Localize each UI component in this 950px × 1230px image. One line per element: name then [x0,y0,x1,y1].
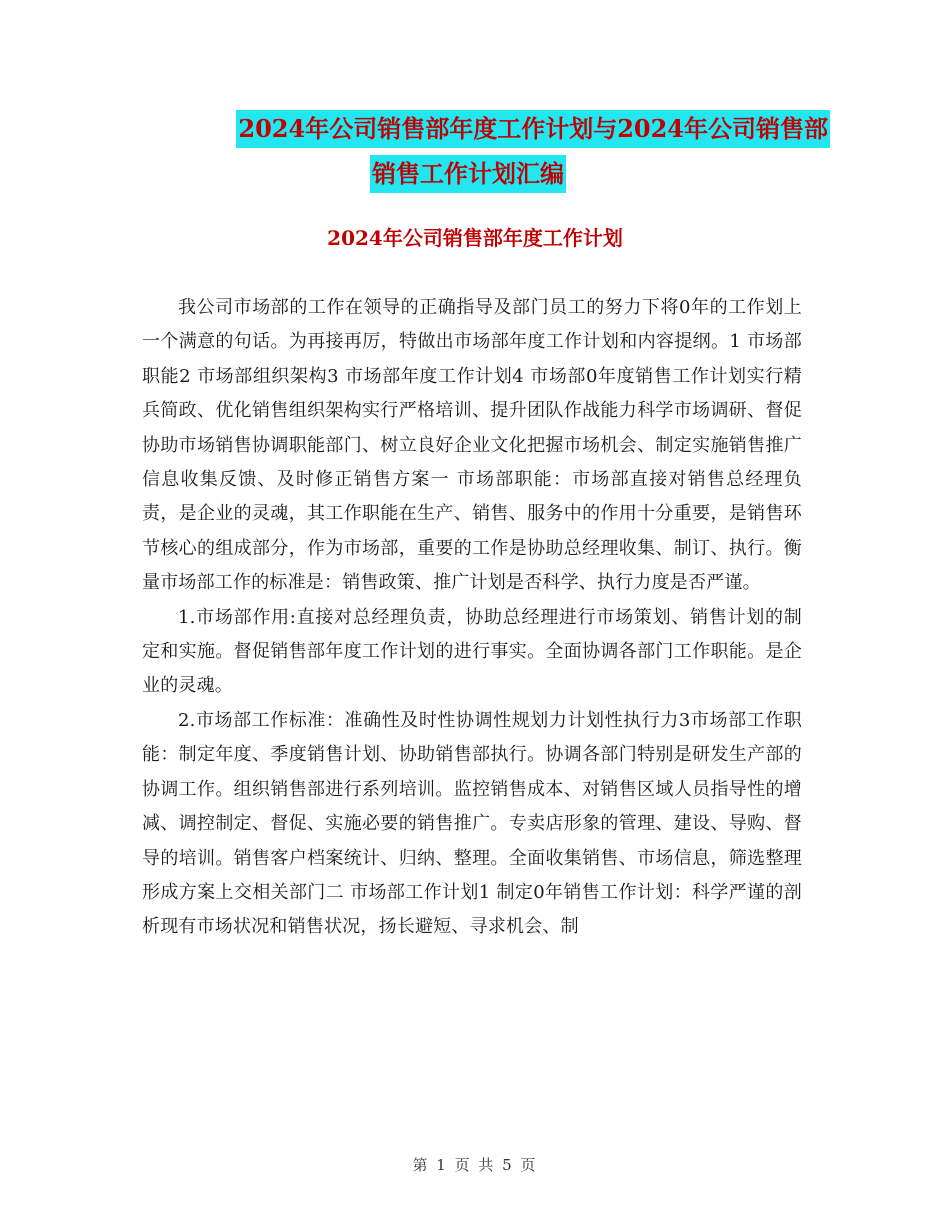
title-line-1: 2024年公司销售部年度工作计划与2024年公司销售部 [236,110,830,148]
paragraph: 1.市场部作用:直接对总经理负责，协助总经理进行市场策划、销售计划的制定和实施。督促销售部年度工作计划的进行事实。全面协调各部门工作职能。是企业的灵魂。 [142,606,802,697]
document-title [140,110,830,148]
paragraph: 2.市场部工作标准：准确性及时性协调性规划力计划性执行力3市场部工作职能：制定年度、季度销售计划、协助销售部执行。协调各部门特别是研发生产部的协调工作。组织销售部进行系列培训。监控销售成本、对销售区域人员指导性的增减、调控制定、督促、实施必要的销售推广。专卖店形象的管理、建设、导购、督导的培训。销售客户档案统计、归纳、整理。全面收集销售、市场信息，筛选整理形成方案上交相关部门二 市场部工作计划1 制定0年销售工作计划：科学严谨的剖析现有市场状况和销售状况，扬长避短、寻求机会、制 [142,709,802,938]
body-text [142,291,802,945]
title-line-2: 销售工作计划汇编 [370,155,566,193]
page-footer: 第 1 页 共 5 页 [412,1156,538,1174]
section-heading: 2024年公司销售部年度工作计划 [327,226,623,250]
paragraph: 我公司市场部的工作在领导的正确指导及部门员工的努力下将0年的工作划上一个满意的句话。为再接再厉，特做出市场部年度工作计划和内容提纲。1 市场部职能2 市场部组织架构3 市场部年度工作计划4 市场部0年度销售工作计划实行精兵简政、优化销售组织架构实行严格培训、提升团队作战能力科学市场调研、督促协助市场销售协调职能部门、树立良好企业文化把握市场机会、制定实施销售推广信息收集反馈、及时修正销售方案一 市场部职能：市场部直接对销售总经理负责，是企业的灵魂，其工作职能在生产、销售、服务中的作用十分重要，是销售环节核心的组成部分，作为市场部，重要的工作是协助总经理收集、制订、执行。衡量市场部工作的标准是：销售政策、推广计划是否科学、执行力度是否严谨。 [142,297,802,594]
